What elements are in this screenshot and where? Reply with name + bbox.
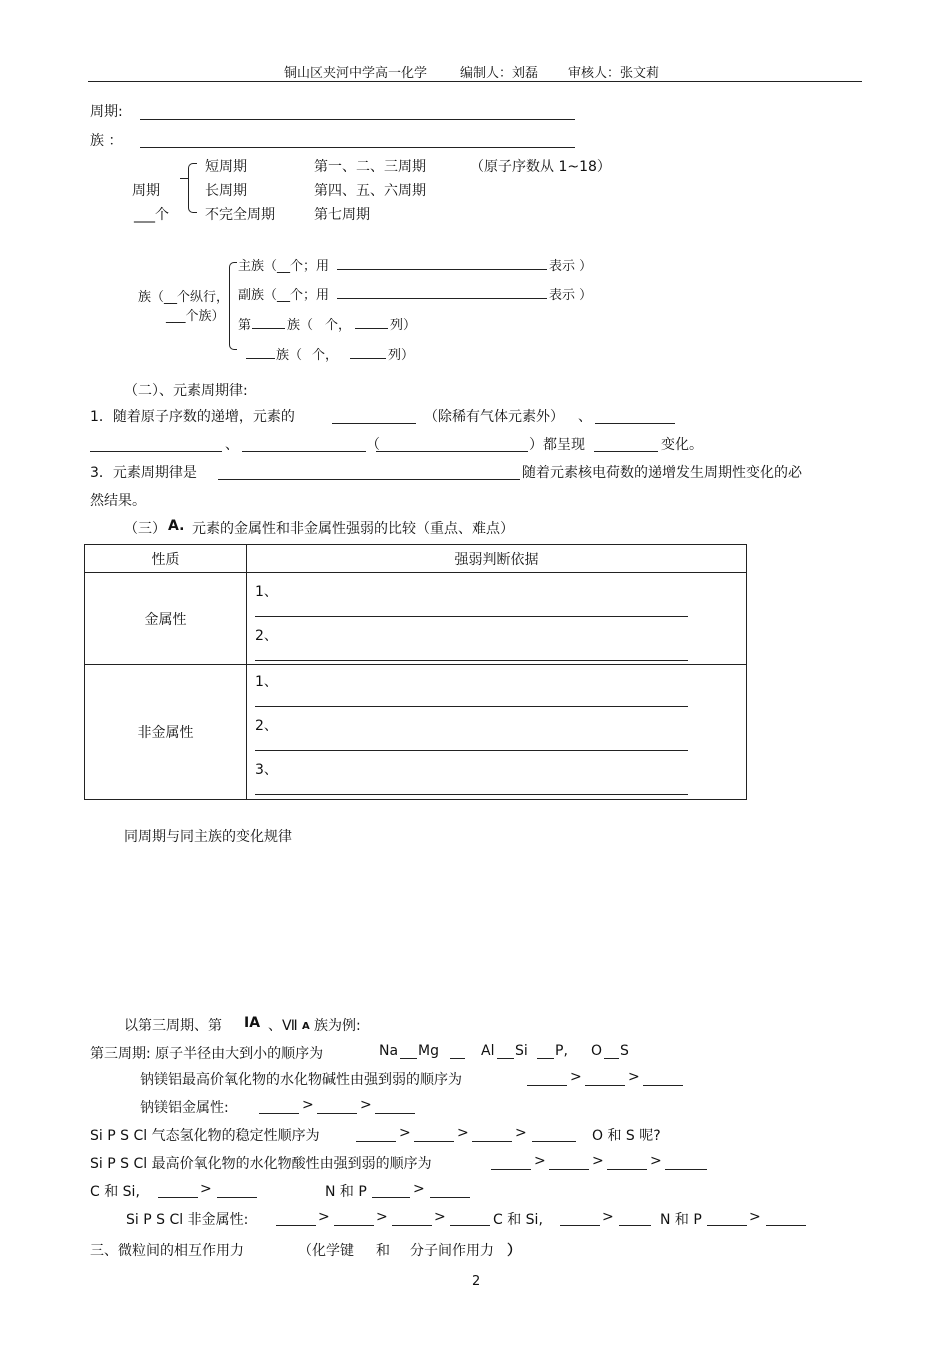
nonmetallic-item-2: 2、 xyxy=(255,718,278,734)
metal-gt-2: > xyxy=(360,1097,372,1113)
zero-family-a: 族（ xyxy=(276,348,303,363)
eighth-family-c: 个， xyxy=(325,318,352,333)
nonmetal-gt-2: > xyxy=(376,1209,388,1225)
metallic-item-2: 2、 xyxy=(255,628,278,644)
q1-blank6[interactable] xyxy=(594,451,658,452)
metallic-item-1: 1、 xyxy=(255,584,278,600)
acid-blank-2[interactable] xyxy=(549,1169,589,1170)
acid-gt-1: > xyxy=(534,1153,546,1169)
period-diagram-count: ___个 xyxy=(134,207,169,223)
q1-text-a: 1．随着原子序数的递增，元素的 xyxy=(90,409,295,425)
sub-family-pre: 副族（__个；用 xyxy=(238,288,330,303)
acid-line-label: Si P S Cl 最高价氧化物的水化物酸性由强到弱的顺序为 xyxy=(90,1156,432,1172)
radius-p: P, xyxy=(555,1043,568,1059)
metal-line-label: 钠镁铝金属性: xyxy=(140,1100,229,1116)
radius-na: Na xyxy=(379,1043,399,1059)
radius-label: 第三周期: 原子半径由大到小的顺序为 xyxy=(90,1046,324,1062)
section2-title: （二）、元素周期律: xyxy=(124,383,248,399)
q1-text-c: 、 xyxy=(578,409,592,425)
incomplete-period-name: 不完全周期 xyxy=(205,207,275,223)
hydride-blank-2[interactable] xyxy=(414,1141,454,1142)
row-criteria-metallic xyxy=(247,573,747,665)
family-brace xyxy=(229,262,237,350)
section-three-paren-b: 和 xyxy=(376,1243,390,1259)
metallic-blank-1[interactable] xyxy=(255,616,688,617)
cs-gt: > xyxy=(200,1181,212,1197)
q1-blank3[interactable] xyxy=(90,451,222,452)
examples-intro-b: IA xyxy=(244,1015,261,1031)
section3-title-pre: （三） xyxy=(124,521,166,537)
nonmetallic-item-1: 1、 xyxy=(255,674,278,690)
q1-text-d: 、 xyxy=(225,437,239,453)
section-three-paren-a: （化学键 xyxy=(298,1243,354,1259)
radius-blank-2[interactable] xyxy=(450,1058,465,1059)
zero-family-blank1[interactable] xyxy=(246,358,275,359)
np-line-label: N 和 P xyxy=(325,1184,367,1200)
q1-blank4[interactable] xyxy=(242,451,366,452)
np2-gt: > xyxy=(749,1209,761,1225)
row-criteria-nonmetallic xyxy=(247,665,747,800)
header-editor: 编制人：刘磊 xyxy=(460,66,539,81)
cs-line-label: C 和 Si, xyxy=(90,1184,140,1200)
table-header-criteria: 强弱判断依据 xyxy=(247,545,747,573)
table-row xyxy=(85,665,747,800)
radius-blank-3[interactable] xyxy=(497,1058,514,1059)
hydride-tail: O 和 S 呢? xyxy=(592,1128,661,1144)
main-family-pre: 主族（__个；用 xyxy=(238,259,330,274)
eighth-family-blank2[interactable] xyxy=(355,328,388,329)
np2-blank-1[interactable] xyxy=(707,1225,747,1226)
q1-text-b: （除稀有气体元素外） xyxy=(424,409,564,425)
hydride-blank-1[interactable] xyxy=(356,1141,396,1142)
radius-al: Al xyxy=(481,1043,495,1059)
short-period-name: 短周期 xyxy=(205,159,247,175)
section3-title-a: A. xyxy=(168,518,185,534)
header-rule xyxy=(88,81,862,82)
base-gt-1: > xyxy=(570,1069,582,1085)
nonmetal-blank-2[interactable] xyxy=(334,1225,374,1226)
zero-family-blank2[interactable] xyxy=(350,358,386,359)
np2-label: N 和 P xyxy=(660,1212,702,1228)
short-period-note: （原子序数从 1~18） xyxy=(470,159,611,175)
period-def-blank[interactable] xyxy=(140,119,575,120)
main-family-blank[interactable] xyxy=(337,269,547,270)
sub-family-blank[interactable] xyxy=(337,298,547,299)
header-school: 铜山区夹河中学高一化学 xyxy=(284,66,428,81)
rules-title: 同周期与同主族的变化规律 xyxy=(124,829,292,845)
period-brace xyxy=(188,163,197,213)
nonmetallic-item-3: 3、 xyxy=(255,762,278,778)
np-blank-2[interactable] xyxy=(430,1197,470,1198)
main-family-post: 表示 ） xyxy=(549,259,593,274)
table-header-property: 性质 xyxy=(85,545,247,573)
radius-blank-5[interactable] xyxy=(604,1058,619,1059)
q1-text-g: 变化。 xyxy=(661,437,703,453)
np2-blank-2[interactable] xyxy=(766,1225,806,1226)
base-blank-3[interactable] xyxy=(643,1085,683,1086)
np-blank-1[interactable] xyxy=(372,1197,410,1198)
cs2-label: C 和 Si, xyxy=(493,1212,543,1228)
q1-blank2[interactable] xyxy=(595,423,675,424)
metal-blank-3[interactable] xyxy=(375,1113,415,1114)
table-row xyxy=(85,573,747,665)
hydride-blank-4[interactable] xyxy=(532,1141,576,1142)
q3-blank[interactable] xyxy=(218,479,520,480)
base-blank-1[interactable] xyxy=(527,1085,567,1086)
cs2-gt: > xyxy=(602,1209,614,1225)
examples-intro-c: 、Ⅶ xyxy=(268,1018,298,1034)
header-reviewer: 审核人：张文莉 xyxy=(568,66,660,81)
examples-intro-a: 以第三周期、第 xyxy=(124,1018,222,1034)
metal-blank-2[interactable] xyxy=(317,1113,357,1114)
examples-intro-d: A xyxy=(302,1021,310,1032)
cs2-blank-1[interactable] xyxy=(560,1225,600,1226)
cs2-blank-2[interactable] xyxy=(619,1225,651,1226)
family-def-blank[interactable] xyxy=(140,147,575,148)
section-three-paren-d: ） xyxy=(507,1243,521,1259)
acid-gt-2: > xyxy=(592,1153,604,1169)
metal-blank-1[interactable] xyxy=(259,1113,299,1114)
radius-blank-1[interactable] xyxy=(400,1058,417,1059)
nonmetal-blank-3[interactable] xyxy=(392,1225,432,1226)
base-gt-2: > xyxy=(628,1069,640,1085)
examples-intro-e: 族为例: xyxy=(314,1018,361,1034)
eighth-family-a: 第 xyxy=(238,318,252,333)
period-def-label: 周期: xyxy=(90,104,123,120)
radius-o: O xyxy=(591,1043,603,1059)
period-diagram-label: 周期 xyxy=(132,183,160,199)
radius-s: S xyxy=(620,1043,629,1059)
nonmetallic-blank-3[interactable] xyxy=(255,794,688,795)
eighth-family-b: 族（ xyxy=(287,318,314,333)
nonmetal-gt-3: > xyxy=(434,1209,446,1225)
hydride-gt-2: > xyxy=(457,1125,469,1141)
nonmetal-line-label: Si P S Cl 非金属性: xyxy=(126,1212,249,1228)
q1-blank1[interactable] xyxy=(332,423,416,424)
zero-family-b: 个， xyxy=(312,348,339,363)
radius-si: Si xyxy=(515,1043,528,1059)
row-label-nonmetallic: 非金属性 xyxy=(85,665,247,800)
q3-text-a: 3．元素周期律是 xyxy=(90,465,197,481)
long-period-desc: 第四、五、六周期 xyxy=(314,183,426,199)
table-header-row xyxy=(85,545,747,573)
nonmetallic-blank-1[interactable] xyxy=(255,706,688,707)
metallic-blank-2[interactable] xyxy=(255,660,688,661)
hydride-blank-3[interactable] xyxy=(472,1141,512,1142)
family-diagram-label1: 族（__个纵行， xyxy=(138,290,230,305)
cs-blank-2[interactable] xyxy=(217,1197,257,1198)
cs-blank-1[interactable] xyxy=(158,1197,198,1198)
long-period-name: 长周期 xyxy=(205,183,247,199)
eighth-family-d: 列） xyxy=(390,318,417,333)
section-three-title: 三、微粒间的相互作用力 xyxy=(90,1243,244,1259)
hydride-gt-1: > xyxy=(399,1125,411,1141)
nonmetal-gt-1: > xyxy=(318,1209,330,1225)
base-blank-2[interactable] xyxy=(585,1085,625,1086)
metal-gt-1: > xyxy=(302,1097,314,1113)
acid-blank-3[interactable] xyxy=(607,1169,647,1170)
q1-text-f: ）都呈现 xyxy=(529,437,585,453)
q1-blank5[interactable] xyxy=(376,451,528,452)
nonmetal-blank-4[interactable] xyxy=(450,1225,490,1226)
page-number: 2 xyxy=(472,1274,481,1289)
nonmetallic-blank-2[interactable] xyxy=(255,750,688,751)
acid-blank-1[interactable] xyxy=(491,1169,531,1170)
acid-gt-3: > xyxy=(650,1153,662,1169)
short-period-desc: 第一、二、三周期 xyxy=(314,159,426,175)
family-def-label: 族 ： xyxy=(90,133,123,149)
eighth-family-blank1[interactable] xyxy=(252,328,285,329)
np-gt: > xyxy=(413,1181,425,1197)
section-three-paren-c: 分子间作用力 xyxy=(410,1243,494,1259)
q3-text-b: 随着元素核电荷数的递增发生周期性变化的必 xyxy=(522,465,802,481)
acid-blank-4[interactable] xyxy=(665,1169,707,1170)
nonmetal-blank-1[interactable] xyxy=(276,1225,316,1226)
hydride-gt-3: > xyxy=(515,1125,527,1141)
comparison-table xyxy=(84,544,747,800)
radius-blank-4[interactable] xyxy=(537,1058,554,1059)
sub-family-post: 表示 ） xyxy=(549,288,593,303)
radius-mg: Mg xyxy=(418,1043,439,1059)
incomplete-period-desc: 第七周期 xyxy=(314,207,370,223)
section3-title-post: 元素的金属性和非金属性强弱的比较（重点、难点） xyxy=(192,521,514,537)
period-brace-tip xyxy=(180,178,188,179)
row-label-metallic: 金属性 xyxy=(85,573,247,665)
family-diagram-label2: ___个族） xyxy=(166,309,225,324)
hydride-line-label: Si P S Cl 气态氢化物的稳定性顺序为 xyxy=(90,1128,320,1144)
zero-family-c: 列） xyxy=(388,348,415,363)
q3-text-c: 然结果。 xyxy=(90,493,146,509)
base-line-label: 钠镁铝最高价氧化物的水化物碱性由强到弱的顺序为 xyxy=(140,1072,462,1088)
q1-text-e: （ xyxy=(366,437,380,453)
